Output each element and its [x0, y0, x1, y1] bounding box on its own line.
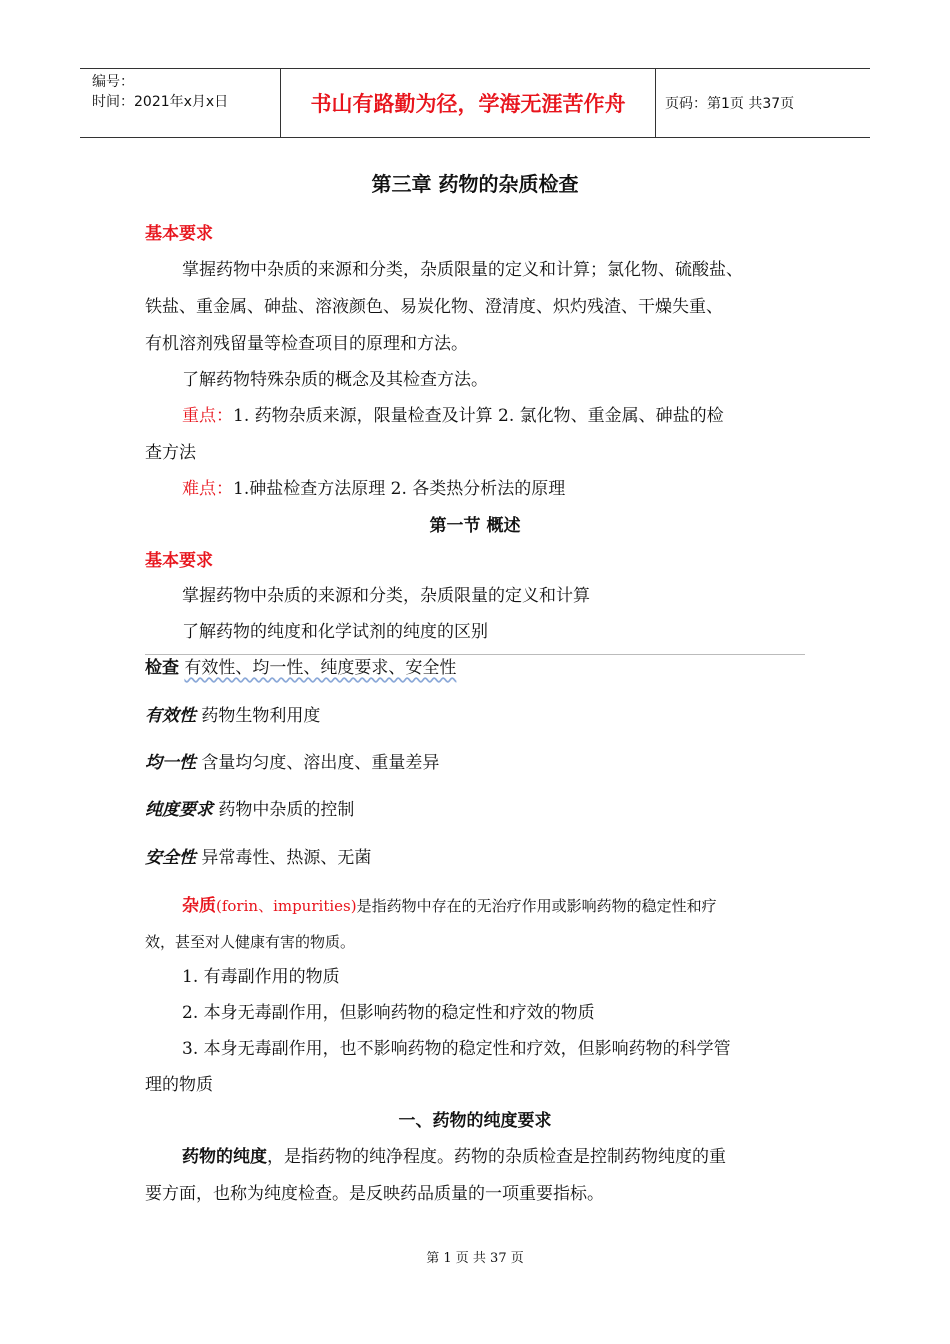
purity-text: ，是指药物的纯净程度。药物的杂质检查是控制药物纯度的重 — [267, 1147, 726, 1167]
check-line — [145, 656, 825, 680]
basic-req-2-p2: 了解药物的纯度和化学试剂的纯度的区别 — [182, 622, 488, 642]
header-table — [80, 68, 870, 138]
subsection-title: 一、药物的纯度要求 — [398, 1111, 552, 1131]
number-label: 编号： — [92, 74, 134, 90]
impurity-item-cont: 理的物质 — [145, 1075, 213, 1095]
def-row — [145, 704, 825, 728]
def-term: 安全性 — [145, 848, 196, 868]
impurity-text-cont: 效，甚至对人健康有害的物质。 — [145, 933, 356, 951]
impurity-item: 1. 有毒副作用的物质 — [182, 967, 340, 987]
def-term: 纯度要求 — [145, 800, 213, 820]
basic-req-1-p1-line3: 有机溶剂残留量等检查项目的原理和方法。 — [145, 334, 468, 354]
impurity-item: 3. 本身无毒副作用，也不影响药物的稳定性和疗效，但影响药物的科学管 — [182, 1039, 731, 1059]
basic-req-1-p2: 了解药物特殊杂质的概念及其检查方法。 — [182, 370, 488, 390]
divider — [145, 654, 805, 655]
diff-text: 1.砷盐检查方法原理 2. 各类热分析法的原理 — [233, 479, 566, 499]
chapter-title: 第三章 药物的杂质检查 — [371, 172, 579, 196]
difficult-points — [182, 477, 862, 501]
def-desc: 药物生物利用度 — [201, 706, 321, 726]
header-page-info: 页码：第1页 共37页 — [665, 96, 795, 112]
header-meta — [80, 69, 280, 137]
basic-req-1-p1-line1: 掌握药物中杂质的来源和分类，杂质限量的定义和计算；氯化物、硫酸盐、 — [182, 260, 743, 280]
key-text-cont: 查方法 — [145, 443, 196, 463]
def-row — [145, 846, 825, 870]
check-label: 检查 — [145, 658, 179, 678]
time-label: 时间：2021年x月x日 — [92, 94, 229, 110]
purity-paragraph — [182, 1145, 862, 1169]
impurity-term: 杂质 — [182, 896, 216, 916]
diff-label: 难点： — [182, 479, 233, 499]
impurity-definition — [182, 894, 862, 918]
def-term: 均一性 — [145, 753, 196, 773]
basic-req-1-p1-line2: 铁盐、重金属、砷盐、溶液颜色、易炭化物、澄清度、炽灼残渣、干燥失重、 — [145, 297, 723, 317]
basic-req-2-p1: 掌握药物中杂质的来源和分类，杂质限量的定义和计算 — [182, 586, 590, 606]
def-desc: 异常毒性、热源、无菌 — [201, 848, 372, 868]
page-footer: 第 1 页 共 37 页 — [426, 1251, 524, 1266]
purity-text-cont: 要方面，也称为纯度检查。是反映药品质量的一项重要指标。 — [145, 1184, 604, 1204]
impurity-item: 2. 本身无毒副作用，但影响药物的稳定性和疗效的物质 — [182, 1003, 595, 1023]
def-row — [145, 751, 825, 775]
def-row — [145, 798, 825, 822]
check-text: 有效性、均一性、纯度要求、安全性 — [184, 658, 457, 678]
key-text: 1. 药物杂质来源，限量检查及计算 2. 氯化物、重金属、砷盐的检 — [233, 406, 724, 426]
impurity-english: (forin、impurities) — [216, 897, 357, 915]
def-term: 有效性 — [145, 706, 196, 726]
def-desc: 含量均匀度、溶出度、重量差异 — [201, 753, 440, 773]
impurity-text: 是指药物中存在的无治疗作用或影响药物的稳定性和疗 — [356, 897, 717, 915]
header-motto: 书山有路勤为径，学海无涯苦作舟 — [280, 69, 656, 137]
basic-req-heading-2: 基本要求 — [145, 551, 213, 571]
key-label: 重点： — [182, 406, 233, 426]
def-desc: 药物中杂质的控制 — [218, 800, 355, 820]
key-points — [182, 404, 862, 428]
section1-title: 第一节 概述 — [429, 516, 521, 536]
basic-req-heading-1: 基本要求 — [145, 224, 213, 244]
purity-term: 药物的纯度 — [182, 1147, 267, 1167]
